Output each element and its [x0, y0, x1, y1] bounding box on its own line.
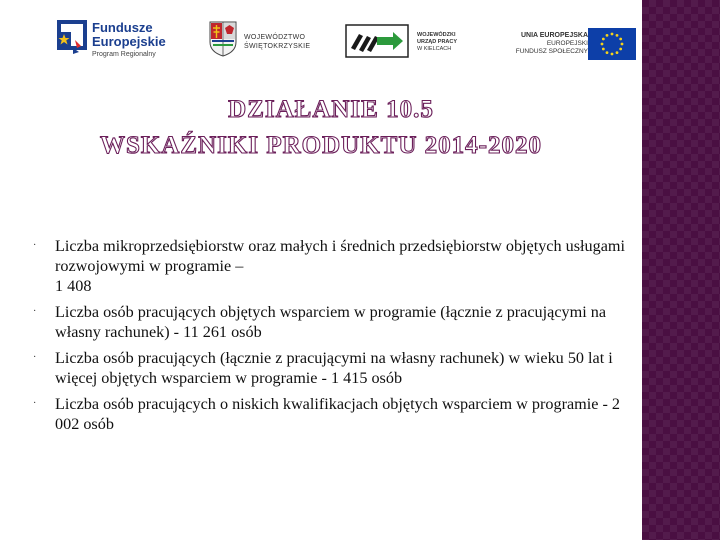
eu-flag-icon	[588, 28, 636, 60]
eu-star	[602, 38, 605, 41]
indicator-text: Liczba osób pracujących (łącznie z pracującymi na własny rachunek) w wieku 50 lat i więcej objętych wsparciem w programie -	[55, 349, 613, 387]
ws-line2: ŚWIĘTOKRZYSKIE	[244, 43, 311, 50]
wup-arrow-icon	[345, 24, 409, 58]
wojewodztwo-logo	[208, 18, 318, 66]
coat-of-arms-icon	[208, 20, 238, 58]
wup-line1: WOJEWÓDZKI	[417, 32, 456, 38]
decorative-side-band	[642, 0, 720, 540]
unia-europejska-logo	[508, 18, 640, 66]
eu-star	[611, 53, 614, 56]
fundusze-europejskie-logo	[55, 18, 175, 66]
fe-line2: Europejskie	[92, 34, 166, 49]
list-item	[33, 348, 633, 388]
eu-star	[606, 51, 609, 54]
indicator-text: Liczba osób pracujących objętych wsparciem w programie (łącznie z pracującymi na własny rachunek) -	[55, 303, 607, 341]
wup-line3: W KIELCACH	[417, 46, 452, 52]
indicator-list	[33, 236, 633, 440]
eu-star	[616, 34, 619, 37]
bullet-marker: ·	[33, 352, 37, 363]
eu-star	[602, 48, 605, 51]
indicator-value: 1 408	[55, 277, 92, 295]
ue-line2: EUROPEJSKI	[546, 40, 588, 47]
fe-line1: Fundusze	[92, 20, 153, 35]
fundusze-europejskie-icon	[55, 18, 89, 58]
ws-line1: WOJEWÓDZTWO	[244, 34, 306, 41]
page-title-line2: WSKAŹNIKI PRODUKTU 2014-2020	[100, 132, 542, 159]
ue-line1: UNIA EUROPEJSKA	[520, 32, 588, 39]
indicator-value: 2 002	[55, 395, 620, 433]
bullet-marker: ·	[33, 398, 37, 409]
eu-star	[616, 51, 619, 54]
eu-star	[611, 33, 614, 36]
page-title-line1: DZIAŁANIE 10.5	[228, 96, 434, 123]
logo-bar	[0, 0, 642, 80]
eu-star	[619, 48, 622, 51]
eu-star	[606, 34, 609, 37]
indicator-unit: osób	[83, 415, 114, 433]
indicator-unit: osób	[231, 323, 262, 341]
bullet-marker: ·	[33, 240, 37, 251]
eu-star	[601, 43, 604, 46]
list-item	[33, 236, 633, 296]
ue-line3: FUNDUSZ SPOŁECZNY	[515, 48, 588, 55]
wup-logo	[345, 18, 475, 66]
indicator-value: 11 261	[183, 323, 228, 341]
list-item	[33, 302, 633, 342]
bullet-marker: ·	[33, 306, 37, 317]
indicator-text: Liczba mikroprzedsiębiorstw oraz małych i średnich przedsiębiorstw objętych usługami rozwojowymi w programie –	[55, 237, 625, 275]
wup-line2: URZĄD PRACY	[417, 39, 458, 45]
indicator-unit: osób	[371, 369, 403, 387]
eu-star	[619, 38, 622, 41]
indicator-text: Liczba osób pracujących o niskich kwalifikacjach objętych wsparciem w programie -	[55, 395, 608, 413]
list-item	[33, 394, 633, 434]
fe-line3: Program Regionalny	[92, 51, 156, 58]
indicator-value: 1 415	[330, 369, 368, 387]
eu-star	[621, 43, 624, 46]
